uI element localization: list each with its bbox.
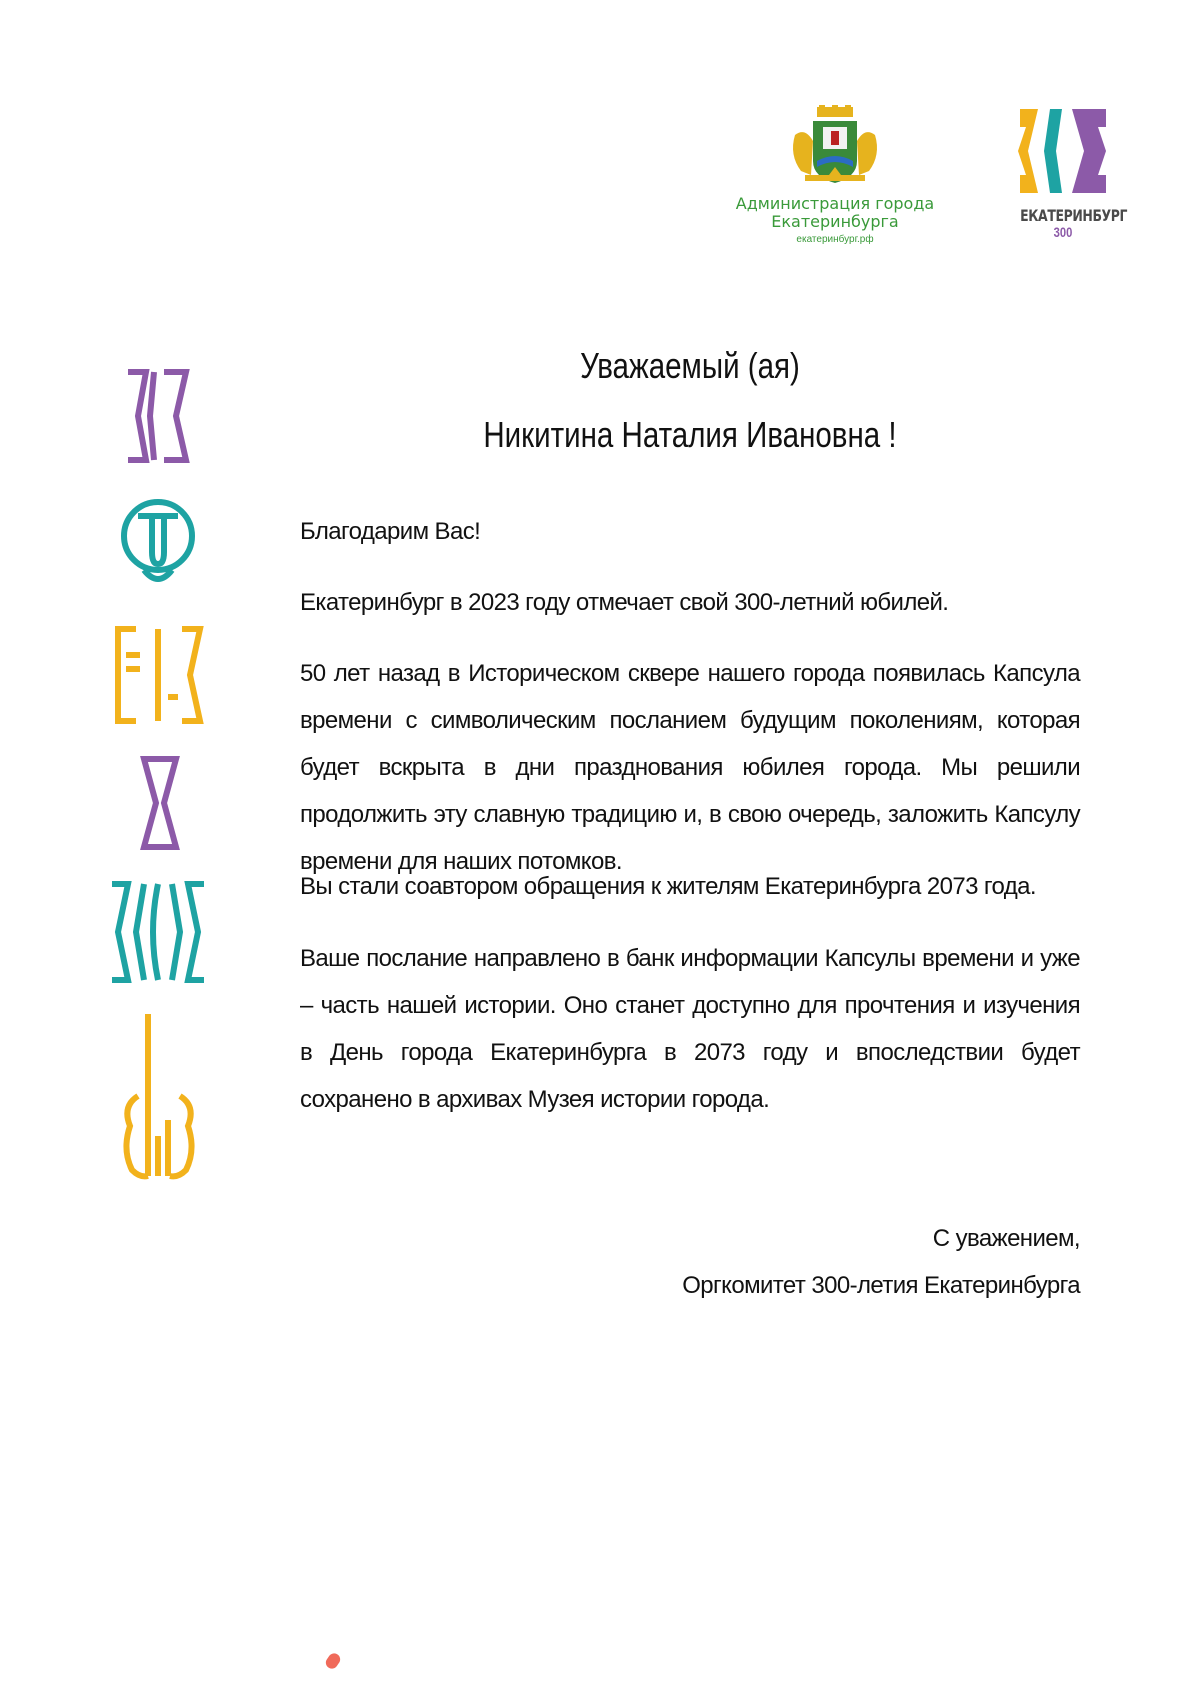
yellow-guitar-ornament-icon [118,1010,200,1180]
signature-organizer: Оргкомитет 300-летия Екатеринбурга [682,1272,1080,1299]
pen-mark [323,1651,342,1671]
ekaterinburg-logo-name: ЕКАТЕРИНБУРГ [1020,206,1128,225]
ekaterinburg-logo-number: 300 [1053,224,1073,240]
purple-hourglass-ornament-icon [140,755,180,851]
paragraph-5 [300,935,1080,1123]
greeting-salutation: Уважаемый (ая) [580,345,800,386]
paragraph-3 [300,650,1080,885]
signature-closing: С уважением, [932,1225,1080,1252]
greeting-line-1 [300,345,1080,387]
paragraph-message-bank: Ваше послание направлено в банк информации Капсулы времени и уже – часть нашей истории. Оно станет доступно для прочтения и изучения в День города Екатеринбурга в 2073 году и впоследствии будет сохранено в архивах Музея истории города. [300,945,1080,1113]
administration-site: екатеринбург.рф [796,234,874,245]
administration-name [735,195,935,231]
paragraph-4 [300,863,1080,910]
coat-of-arms-icon [787,105,883,187]
yellow-bracket-ornament-icon [114,625,204,725]
paragraph-thanks: Благодарим Вас! [300,518,481,545]
purple-bracket-ornament-icon [124,368,190,464]
greeting-line-2 [300,414,1080,456]
recipient-name: Никитина Наталия Ивановна ! [483,414,897,455]
administration-name-line2: Екатеринбурга [771,212,899,231]
administration-logo [735,105,935,245]
teal-wave-ornament-icon [108,880,208,984]
paragraph-time-capsule: 50 лет назад в Историческом сквере нашего города появилась Капсула времени с символическим посланием будущим поколениям, которая будет вскрыта в дни празднования юбилея города. Мы решили продолжить эту славную традицию и, в свою очередь, заложить Капсулу времени для наших потомков. [300,660,1080,875]
paragraph-coauthor: Вы стали соавтором обращения к жителям Екатеринбурга 2073 года. [300,873,1037,900]
paragraph-1 [300,508,1080,555]
paragraph-2 [300,579,1080,626]
teal-face-ornament-icon [118,494,198,590]
ekaterinburg-300-emblem-icon [1016,105,1110,197]
administration-name-line1: Администрация города [735,194,935,213]
ekaterinburg-300-logo [1008,105,1128,240]
paragraph-jubilee: Екатеринбург в 2023 году отмечает свой 300-летний юбилей. [300,589,949,616]
